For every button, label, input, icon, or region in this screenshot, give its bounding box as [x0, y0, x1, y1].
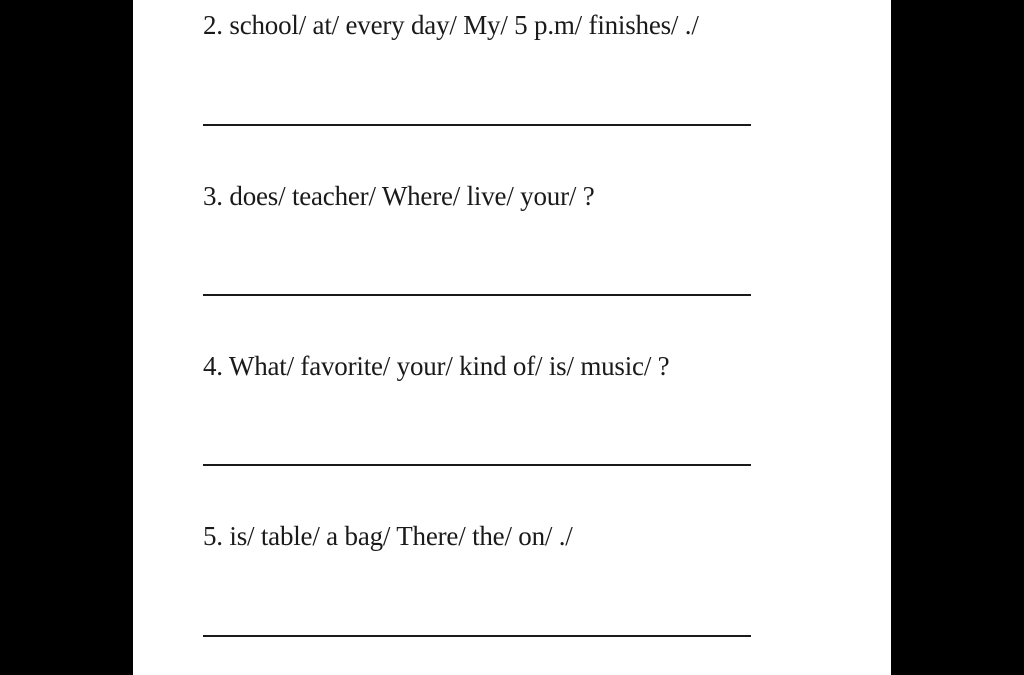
question-5: 5. is/ table/ a bag/ There/ the/ on/ ./	[203, 521, 573, 551]
worksheet-page	[133, 0, 891, 675]
answer-line-4[interactable]	[203, 464, 751, 466]
question-3: 3. does/ teacher/ Where/ live/ your/ ?	[203, 181, 595, 211]
question-2: 2. school/ at/ every day/ My/ 5 p.m/ finishes/ ./	[203, 10, 699, 40]
answer-line-2[interactable]	[203, 124, 751, 126]
question-4: 4. What/ favorite/ your/ kind of/ is/ music/ ?	[203, 351, 670, 381]
answer-line-5[interactable]	[203, 635, 751, 637]
answer-line-3[interactable]	[203, 294, 751, 296]
